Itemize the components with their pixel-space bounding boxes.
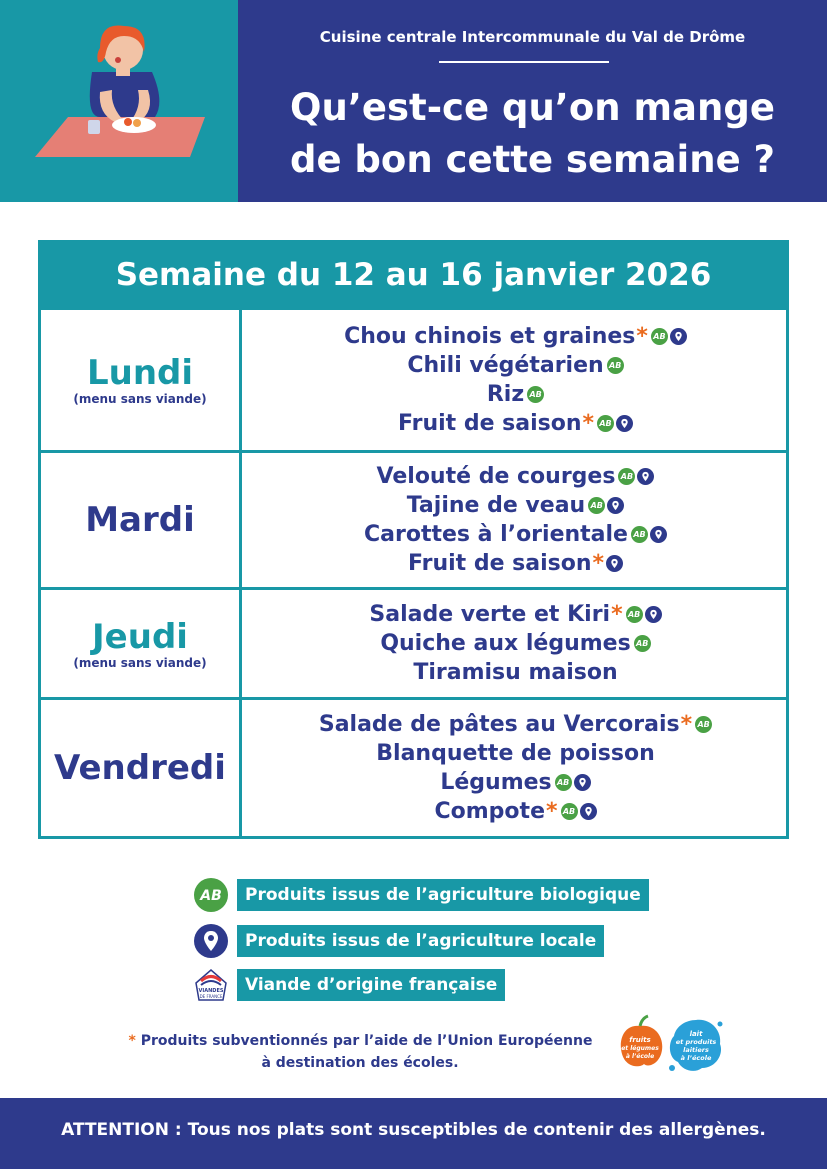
logo-fruits-line-2: et légumes	[621, 1045, 659, 1052]
allergen-warning: ATTENTION : Tous nos plats sont susceptibles de contenir des allergènes.	[0, 1098, 827, 1169]
dish-label: Riz	[486, 382, 525, 407]
eu-subsidy-star: *	[611, 602, 623, 627]
dish-item	[344, 322, 687, 351]
dish-item	[407, 351, 623, 380]
dish-list	[245, 700, 786, 836]
header-illustration-panel	[0, 0, 238, 202]
eu-subsidy-star: *	[592, 551, 605, 576]
legend-bio	[193, 878, 649, 912]
eu-subsidy-star: *	[582, 411, 595, 436]
legend-local	[193, 924, 604, 958]
dish-label: Tajine de veau	[406, 493, 586, 518]
dish-item	[319, 710, 712, 739]
dish-label: Légumes	[440, 770, 552, 795]
dish-item	[440, 768, 590, 797]
dish-label: Quiche aux légumes	[380, 631, 631, 656]
logo-fruits-line-1: fruits	[629, 1036, 651, 1044]
organic-ab-icon: AB	[597, 415, 614, 432]
organic-ab-icon: AB	[588, 497, 605, 514]
dish-list	[245, 590, 786, 697]
dish-label: Salade verte et Kiri	[369, 602, 611, 627]
organic-ab-icon: AB	[561, 803, 578, 820]
dish-item	[413, 658, 617, 687]
day-row-vendredi	[41, 697, 786, 836]
organic-ab-icon: AB	[695, 716, 712, 733]
logo-milk-line-3: laitiers	[683, 1046, 709, 1054]
header-divider	[439, 61, 609, 63]
page-title	[238, 82, 827, 186]
organic-ab-icon: AB	[607, 357, 624, 374]
header-banner	[238, 0, 827, 202]
eu-subsidy-star: *	[545, 799, 558, 824]
logo-milk-line-2: et produits	[675, 1038, 717, 1046]
day-name: Lundi	[86, 353, 194, 393]
dish-label: Carottes à l’orientale	[364, 522, 628, 547]
organic-ab-icon: AB	[618, 468, 635, 485]
location-pin-icon	[637, 468, 654, 485]
day-cell	[41, 453, 242, 587]
dish-item	[398, 409, 633, 438]
location-pin-icon	[606, 555, 623, 572]
location-pin-icon	[607, 497, 624, 514]
dish-label: Blanquette de poisson	[376, 741, 655, 766]
dish-item	[487, 380, 544, 409]
day-name: Mardi	[85, 500, 195, 540]
french-meat-badge-line-2: DE FRANCE	[199, 994, 223, 999]
location-pin-icon	[670, 328, 687, 345]
day-name: Vendredi	[54, 748, 226, 788]
organic-ab-icon: AB	[634, 635, 651, 652]
location-pin-icon	[193, 923, 229, 959]
location-pin-icon	[580, 803, 597, 820]
dish-item	[407, 491, 624, 520]
dish-list	[245, 310, 786, 450]
location-pin-icon	[645, 606, 662, 623]
day-cell	[41, 700, 242, 836]
organic-ab-icon: AB	[651, 328, 668, 345]
legend-local-label: Produits issus de l’agriculture locale	[237, 925, 604, 957]
eu-subsidy-note	[100, 1030, 620, 1074]
location-pin-icon	[616, 415, 633, 432]
eu-subsidy-star: *	[680, 712, 693, 737]
organic-ab-icon: AB	[626, 606, 643, 623]
day-row-mardi	[41, 450, 786, 587]
day-cell	[41, 310, 242, 450]
dish-label: Chili végétarien	[407, 353, 604, 378]
day-note: (menu sans viande)	[73, 655, 207, 670]
day-row-lundi	[41, 307, 786, 450]
title-line-1: Qu’est-ce qu’on mange	[290, 86, 775, 129]
french-meat-badge-line-1: VIANDES	[198, 988, 224, 994]
dish-label: Fruit de saison	[407, 551, 592, 576]
organization-name: Cuisine centrale Intercommunale du Val de Drôme	[319, 28, 746, 46]
logo-milk-line-4: à l’école	[680, 1054, 712, 1062]
dish-item	[435, 797, 597, 826]
eu-note-line-1-text: Produits subventionnés par l’aide de l’Union Européenne	[140, 1033, 593, 1049]
logo-fruits-line-3: à l’école	[625, 1053, 655, 1060]
eu-note-star: *	[128, 1033, 136, 1049]
eu-note-line-1	[100, 1030, 620, 1052]
day-cell	[41, 590, 242, 697]
dish-label: Velouté de courges	[376, 464, 616, 489]
eu-subsidy-star: *	[636, 324, 648, 349]
dish-item	[369, 600, 661, 629]
day-note: (menu sans viande)	[73, 392, 207, 406]
fruits-legumes-ecole-logo	[616, 1014, 664, 1070]
eu-note-line-2: à destination des écoles.	[261, 1055, 459, 1071]
dish-label: Fruit de saison	[397, 411, 582, 436]
title-line-2: de bon cette semaine ?	[289, 138, 776, 181]
french-meat-icon	[193, 967, 229, 1003]
dish-item	[380, 629, 650, 658]
dish-label: Salade de pâtes au Vercorais	[318, 712, 680, 737]
dish-item	[408, 549, 623, 578]
organic-ab-icon: AB	[555, 774, 572, 791]
dish-item	[377, 462, 655, 491]
dish-list	[245, 453, 786, 587]
day-row-jeudi	[41, 587, 786, 697]
legend-french-meat-label: Viande d’origine française	[237, 969, 505, 1001]
location-pin-icon	[574, 774, 591, 791]
day-name: Jeudi	[92, 616, 188, 657]
organic-ab-icon: AB	[631, 526, 648, 543]
dish-label: Compote	[434, 799, 545, 824]
organic-badge-text: AB	[200, 888, 222, 904]
week-title: Semaine du 12 au 16 janvier 2026	[41, 243, 786, 307]
child-eating-illustration	[30, 22, 215, 162]
weekly-menu-table	[38, 240, 789, 839]
dish-label: Chou chinois et graines	[344, 324, 636, 349]
location-pin-icon	[650, 526, 667, 543]
logo-milk-line-1: lait	[689, 1030, 703, 1038]
dish-item	[364, 520, 667, 549]
legend-bio-label: Produits issus de l’agriculture biologique	[237, 879, 649, 911]
lait-produits-laitiers-ecole-logo	[666, 1016, 726, 1074]
dish-label: Tiramisu maison	[413, 660, 618, 685]
organic-ab-icon: AB	[527, 386, 544, 403]
dish-item	[376, 739, 654, 768]
legend-french-meat	[193, 968, 505, 1002]
organic-ab-icon	[193, 877, 229, 913]
